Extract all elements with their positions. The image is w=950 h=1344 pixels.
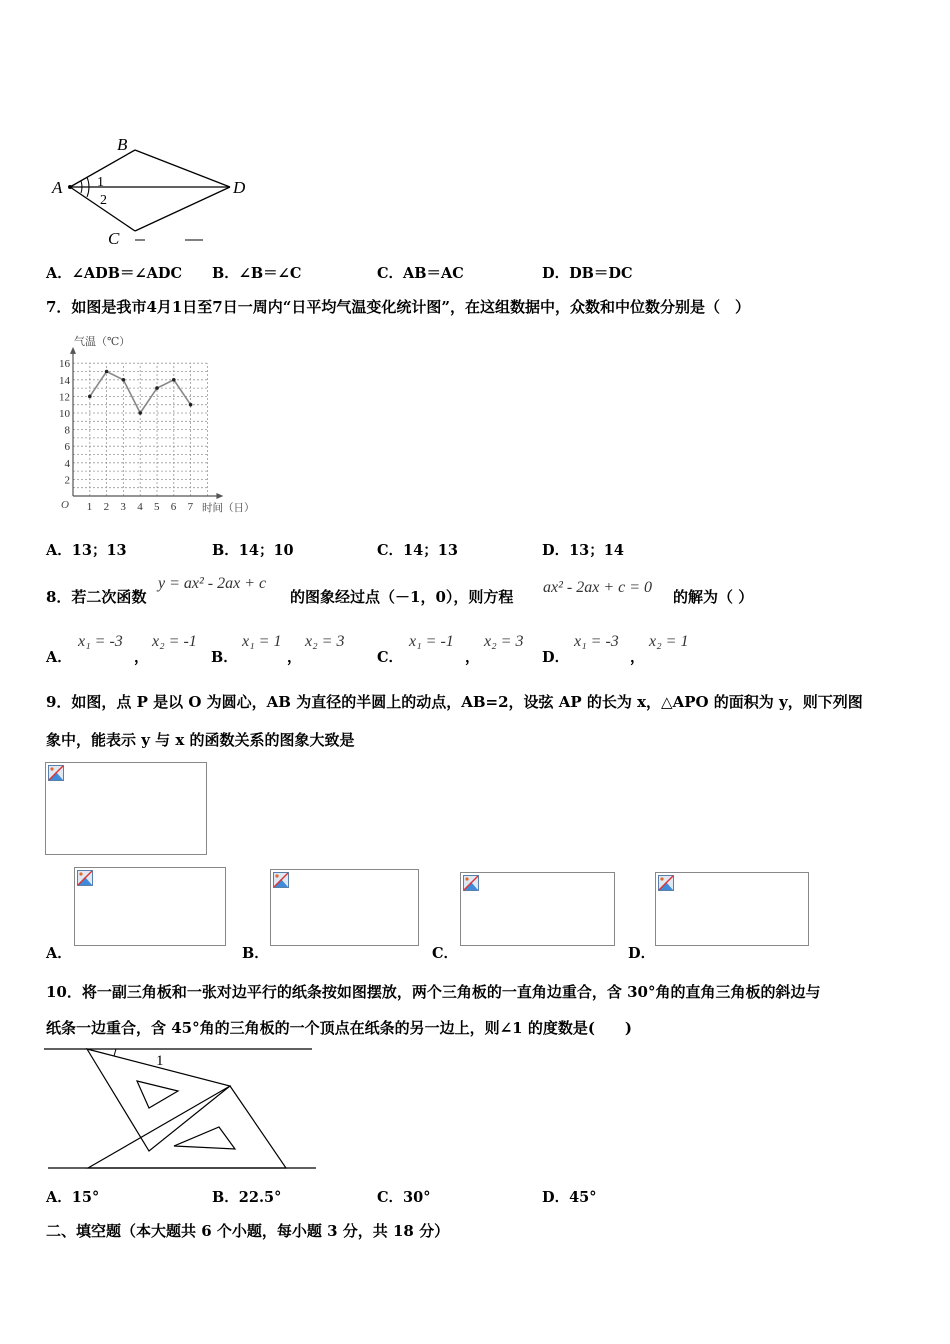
x-tick-label: 2 <box>103 501 110 513</box>
q9-option-c-key[interactable]: C． <box>432 945 459 962</box>
q9-stem-line2: 象中，能表示 y 与 x 的函数关系的图象大致是 <box>46 731 355 749</box>
q6-option-c[interactable]: C．AB＝AC <box>377 265 464 282</box>
q8-option-a-x2: x₂ = -1 <box>152 633 197 650</box>
label-b: B <box>117 135 128 154</box>
q9-stem-line1: 9．如图，点 P 是以 O 为圆心，AB 为直径的半圆上的动点，AB=2，设弦 AP 的长为 x，△APO 的面积为 y，则下列图 <box>46 693 863 711</box>
q9-option-a-graph[interactable] <box>74 867 226 946</box>
y-tick-label: 10 <box>59 408 70 420</box>
q10-option-c[interactable]: C．30° <box>377 1189 431 1206</box>
temperature-data-point <box>105 370 109 374</box>
q8-separator: ， <box>287 649 302 666</box>
broken-image-icon <box>48 765 64 781</box>
q8-separator: ， <box>134 649 149 666</box>
q9-main-figure-placeholder <box>45 762 207 855</box>
q10-angle-1-label: 1 <box>156 1053 164 1069</box>
x-tick-label: 5 <box>154 501 160 513</box>
chart-xlabel: 时间（日） <box>202 503 255 514</box>
q8-separator: ， <box>630 649 645 666</box>
q10-stem-line2: 纸条一边重合，含 45°角的三角板的一个顶点在纸条的另一边上，则∠1 的度数是( ) <box>46 1019 633 1037</box>
temperature-data-point <box>155 386 159 390</box>
q8-option-c-key[interactable]: C． <box>377 649 404 666</box>
q8-equation: ax² - 2ax + c = 0 <box>543 579 653 596</box>
temperature-data-point <box>138 411 142 415</box>
q9-option-d-graph[interactable] <box>655 872 809 946</box>
chart-ylabel: 气温（℃） <box>74 336 131 348</box>
q8-option-d-key[interactable]: D． <box>542 649 570 666</box>
broken-image-icon <box>463 875 479 891</box>
q8-option-d-x2: x₂ = 1 <box>649 633 689 650</box>
y-tick-label: 8 <box>64 424 70 437</box>
q10-option-d[interactable]: D．45° <box>542 1189 597 1206</box>
q8-option-c-x2: x₂ = 3 <box>484 633 524 650</box>
x-tick-label: 1 <box>86 501 93 513</box>
temperature-data-point <box>189 403 193 407</box>
q10-stem-line1: 10．将一副三角板和一张对边平行的纸条按如图摆放，两个三角板的一直角边重合，含 30°角的直角三角板的斜边与 <box>46 983 821 1001</box>
q9-option-d-key[interactable]: D． <box>628 945 656 962</box>
y-tick-label: 2 <box>64 474 70 487</box>
broken-image-icon <box>273 872 289 888</box>
q6-option-a[interactable]: A．∠ADB＝∠ADC <box>46 265 183 282</box>
x-tick-label: 6 <box>170 501 177 513</box>
q10-option-a[interactable]: A．15° <box>46 1189 100 1206</box>
q8-stem-middle: 的图象经过点（－1，0），则方程 <box>290 588 514 606</box>
q8-option-d-x1: x₁ = -3 <box>574 633 619 650</box>
angle-2-label: 2 <box>100 193 107 208</box>
x-tick-label: 3 <box>120 501 126 513</box>
y-tick-label: 16 <box>59 358 70 371</box>
chart-origin-label: O <box>61 499 69 511</box>
temperature-data-point <box>122 378 126 382</box>
y-tick-label: 4 <box>64 457 70 470</box>
x-tick-label: 4 <box>137 501 143 513</box>
temperature-data-point <box>88 395 92 399</box>
q9-option-b-key[interactable]: B． <box>242 945 269 962</box>
y-tick-label: 12 <box>59 391 70 404</box>
broken-image-icon <box>77 870 93 886</box>
q7-stem: 7．如图是我市4月1日至7日一周内“日平均气温变化统计图”，在这组数据中，众数和中位数分别是（ ） <box>46 298 751 316</box>
q8-option-c-x1: x₁ = -1 <box>409 633 454 650</box>
x-tick-label: 7 <box>187 501 194 513</box>
q6-option-b[interactable]: B．∠B＝∠C <box>212 265 302 282</box>
q8-option-a-key[interactable]: A． <box>46 649 72 666</box>
q7-option-a[interactable]: A．13；13 <box>46 542 127 559</box>
q8-separator: ， <box>465 649 480 666</box>
q9-option-b-graph[interactable] <box>270 869 419 946</box>
temperature-line-chart <box>44 328 274 520</box>
q8-stem-prefix: 8．若二次函数 <box>46 588 147 606</box>
q8-option-a-x1: x₁ = -3 <box>78 633 123 650</box>
q10-option-b[interactable]: B．22.5° <box>212 1189 282 1206</box>
y-tick-label: 6 <box>64 441 70 454</box>
angle-1-label: 1 <box>97 175 104 190</box>
q8-function: y = ax² - 2ax + c <box>158 575 267 592</box>
q7-option-d[interactable]: D．13；14 <box>542 542 624 559</box>
label-c: C <box>108 229 120 248</box>
temperature-data-point <box>172 378 176 382</box>
q7-option-c[interactable]: C．14；13 <box>377 542 458 559</box>
label-d: D <box>233 178 246 197</box>
q8-option-b-x2: x₂ = 3 <box>305 633 345 650</box>
q9-option-c-graph[interactable] <box>460 872 615 946</box>
y-tick-label: 14 <box>59 374 70 387</box>
q7-option-b[interactable]: B．14；10 <box>212 542 294 559</box>
q6-quadrilateral-figure <box>45 128 260 248</box>
q9-option-a-key[interactable]: A． <box>46 945 72 962</box>
x-axis-arrow <box>216 493 223 499</box>
q8-option-b-x1: x₁ = 1 <box>242 633 282 650</box>
q8-stem-suffix: 的解为（ ） <box>673 588 754 606</box>
broken-image-icon <box>658 875 674 891</box>
q10-triangle-rulers-figure <box>44 1043 319 1173</box>
label-a: A <box>52 178 63 197</box>
section-2-title: 二、填空题（本大题共 6 个小题，每小题 3 分，共 18 分） <box>46 1222 450 1240</box>
q6-option-d[interactable]: D．DB＝DC <box>542 265 633 282</box>
q8-option-b-key[interactable]: B． <box>211 649 238 666</box>
